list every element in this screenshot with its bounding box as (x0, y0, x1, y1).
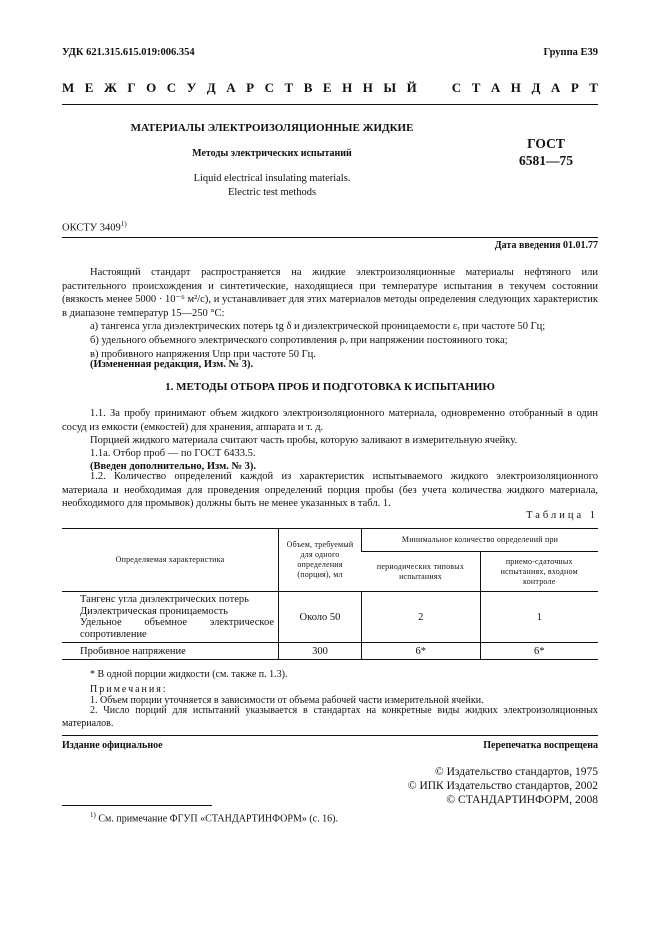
intro-paragraph: Настоящий стандарт распространяется на жидкие электроизоляционные материалы нефтяного или растительного происхождения и синтетические, находящиеся при температуре испытания в текучем состоянии (вязкость менее 5000 · 10⁻⁶ м²/с), и устанавливает для этих материалов методы определения следующих характеристик в диапазоне температур 15—250 °С: (62, 267, 598, 319)
document-subtitle: Методы электрических испытаний (192, 148, 352, 159)
row1-acceptance: 1 (480, 592, 598, 643)
document-page (62, 0, 598, 936)
paragraph-1-2: 1.2. Количество определений каждой из характеристик испытываемого жидкого электроизоляционного материала и необходимая для проведения определений порция пробы (без учета количества жидкого материала, необходимого для промывок) должны быть не менее указанных в табл. 1. (62, 471, 598, 509)
col-header-characteristic: Определяемая характеристика (62, 529, 279, 592)
group-code: Группа Е39 (543, 47, 598, 58)
date-rule (62, 237, 598, 238)
document-title: МАТЕРИАЛЫ ЭЛЕКТРОИЗОЛЯЦИОННЫЕ ЖИДКИЕ (130, 122, 414, 134)
row1-periodic: 2 (362, 592, 481, 643)
row2-acceptance: 6* (480, 643, 598, 660)
row1-volume: Около 50 (279, 592, 362, 643)
footnote-star: * В одной порции жидкости (см. также п. 1.3). (90, 669, 288, 680)
table-1 (62, 528, 598, 660)
row2-periodic: 6* (362, 643, 481, 660)
section-1-title: 1. МЕТОДЫ ОТБОРА ПРОБ И ПОДГОТОВКА К ИСПЫТАНИЮ (165, 381, 495, 393)
note-1: 1. Объем порции уточняется в зависимости от объема рабочей части измерительной ячейки. (90, 695, 484, 706)
added-note: (Введен дополнительно, Изм. № 3). (90, 461, 257, 472)
col-header-periodic: периодических типовых испытаниях (362, 552, 481, 592)
english-title: Liquid electrical insulating materials. Electric test methods (193, 173, 351, 198)
effective-date: Дата введения 01.01.77 (494, 240, 598, 251)
gost-number: ГОСТ 6581—75 (519, 136, 573, 168)
edit-note: (Измененная редакция, Изм. № 3). (90, 359, 254, 370)
footnote-rule (62, 805, 212, 806)
header-rule (62, 104, 598, 105)
interstate-standard-banner: М Е Ж Г О С У Д А Р С Т В Е Н Н Ы Й С Т А Н Д А Р Т (62, 80, 598, 95)
col-header-min-count: Минимальное количество определений при (362, 529, 599, 552)
intro-item-c: в) пробивного напряжения Uпр при частоте 50 Гц. (90, 349, 316, 360)
paragraph-1-1a: 1.1а. Отбор проб — по ГОСТ 6433.5. (90, 448, 256, 459)
intro-item-b: б) удельного объемного электрического сопротивления ρᵥ при напряжении постоянного тока; (90, 335, 508, 346)
oksty-code: ОКСТУ 3409$^{1)}$ (62, 220, 127, 234)
col-header-volume: Объем, требуемый для одного определения (порция), мл (279, 529, 362, 592)
official-edition: Издание официальное (62, 740, 163, 751)
footer-rule (62, 735, 598, 736)
table-row (62, 592, 598, 643)
table-row (62, 643, 598, 660)
reprint-prohibited: Перепечатка воспрещена (483, 740, 598, 751)
notes-heading: Примечания: (90, 684, 168, 695)
copyright-block: © Издательство стандартов, 1975 © ИПК Издательство стандартов, 2002 © СТАНДАРТИНФОРМ, 2008 (407, 766, 598, 806)
udk-code: УДК 621.315.615.019:006.354 (62, 47, 195, 58)
intro-item-a: а) тангенса угла диэлектрических потерь tg δ и диэлектрической проницаемости εᵣ при частоте 50 Гц; (90, 321, 546, 332)
table-caption: Таблица 1 (526, 510, 598, 521)
row2-volume: 300 (279, 643, 362, 660)
note-2: 2. Число порций для испытаний указывается в стандартах на конкретные виды жидких электроизоляционных материалов. (62, 705, 598, 729)
paragraph-1-1: 1.1. За пробу принимают объем жидкого электроизоляционного материала, одновременно отобранный в один сосуд из емкости (емкостей) для хранения, аппарата и т. д. (62, 408, 598, 433)
row1-characteristics: Тангенс угла диэлектрических потерь Диэлектрическая проницаемость Удельное объемное электрическое сопротивление (80, 594, 274, 640)
col-header-acceptance: приемо-сдаточных испытаниях, входном контроле (480, 552, 598, 592)
paragraph-1-1-portion: Порцией жидкого материала считают часть пробы, которую заливают в измерительную ячейку. (90, 435, 518, 446)
row2-characteristic: Пробивное напряжение (80, 645, 186, 657)
footnote-1: $^{1)}$ См. примечание ФГУП «СТАНДАРТИНФОРМ» (с. 16). (90, 811, 338, 825)
